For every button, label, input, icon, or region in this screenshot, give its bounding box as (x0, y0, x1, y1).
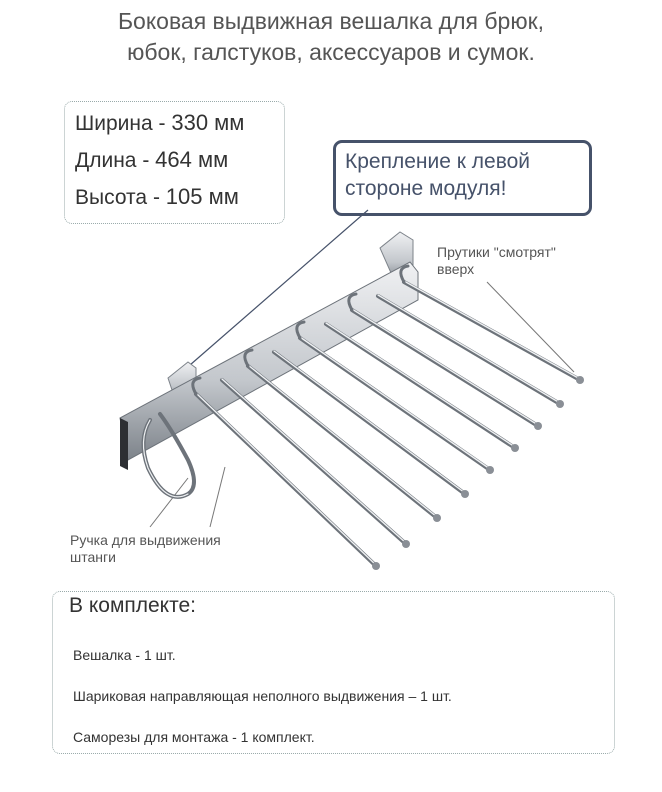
rods-label-line-1: Прутики "смотрят" (437, 244, 556, 260)
handle-leader-line (150, 478, 188, 527)
rod (352, 309, 542, 430)
dimension-value: 330 мм (171, 110, 245, 135)
rod (274, 351, 469, 498)
rods-label-line-2: вверх (437, 261, 475, 277)
mount-note-line-1: Крепление к левой (345, 150, 531, 173)
handle-label (70, 532, 221, 566)
rod (404, 281, 584, 384)
rods-label (437, 244, 556, 278)
rod (248, 365, 441, 522)
dimension-label: Ширина - (75, 112, 166, 135)
handle-label-line-1: Ручка для выдвижения (70, 532, 221, 548)
rail-end-cap (120, 418, 128, 470)
kit-item: Вешалка - 1 шт. (73, 647, 176, 663)
dimension-label: Высота - (75, 186, 160, 209)
rod (378, 295, 564, 408)
kit-item: Шариковая направляющая неполного выдвижения – 1 шт. (73, 688, 452, 704)
title-line-1: Боковая выдвижная вешалка для брюк, (117, 8, 545, 34)
rod (300, 337, 494, 474)
rod (326, 323, 519, 452)
handle-label-line-2: штанги (70, 549, 116, 565)
kit-item: Саморезы для монтажа - 1 комплект. (73, 729, 315, 745)
dimension-label: Длина - (75, 149, 150, 172)
rod (196, 393, 380, 570)
dimension-value: 105 мм (165, 184, 239, 209)
rod (222, 379, 410, 548)
dimension-value: 464 мм (155, 147, 229, 172)
handle-leader-line-2 (210, 467, 225, 527)
title-line-2: юбок, галстуков, аксессуаров и сумок. (127, 39, 535, 65)
kit-contents-box (52, 591, 615, 754)
rods-leader-line (487, 282, 574, 372)
kit-heading: В комплекте: (69, 594, 197, 617)
main-rail (120, 262, 418, 460)
mount-note-line-2: стороне модуля! (345, 177, 507, 200)
